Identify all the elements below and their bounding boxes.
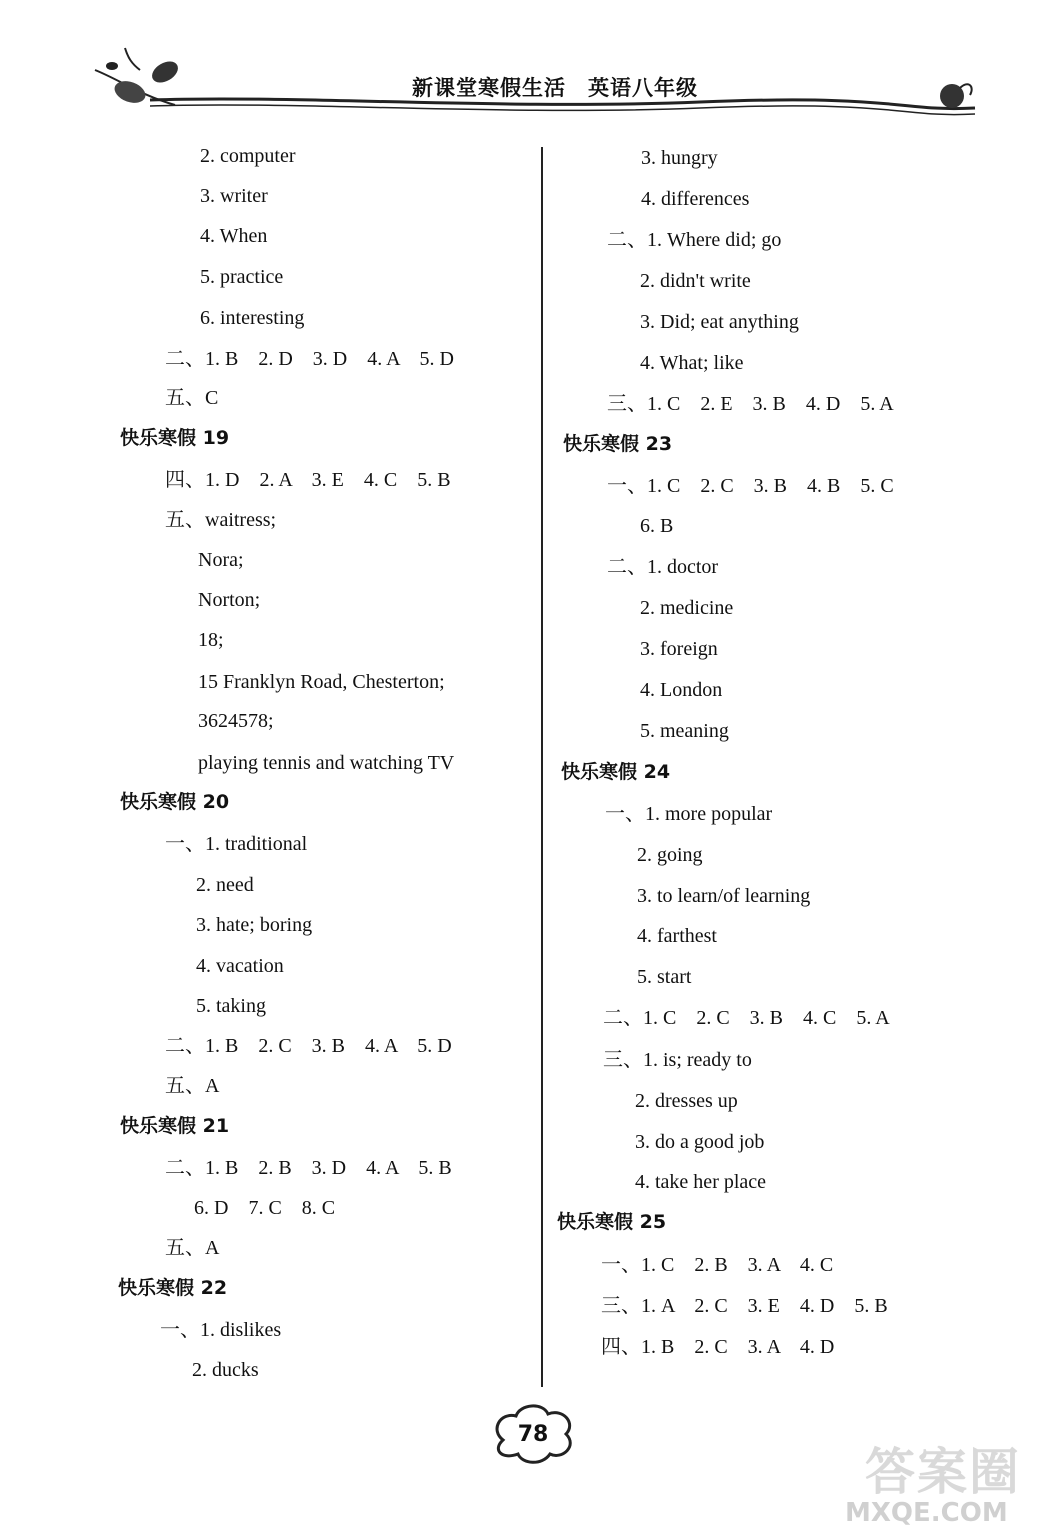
answer-line: 5. meaning <box>640 720 729 742</box>
answer-line: 3. hungry <box>641 147 718 169</box>
column-divider <box>541 147 543 1387</box>
answer-line: 3. foreign <box>640 638 718 660</box>
answer-line: 2. ducks <box>192 1359 259 1381</box>
watermark-chinese: 答案圈 <box>865 1443 1021 1501</box>
section-heading: 快乐寒假 22 <box>118 1277 228 1299</box>
answer-line: 15 Franklyn Road, Chesterton; <box>198 671 445 693</box>
answer-line: 5. taking <box>196 995 266 1017</box>
answer-line: 2. going <box>637 844 703 866</box>
answer-line: 三、1. is; ready to <box>603 1049 752 1071</box>
answer-line: 二、1. doctor <box>607 556 719 578</box>
answer-line: 3. hate; boring <box>196 914 313 936</box>
page-title: 新课堂寒假生活 英语八年级 <box>412 76 698 100</box>
page-header <box>0 0 1038 140</box>
answer-line: 18; <box>198 629 224 651</box>
answer-line: 一、1. dislikes <box>160 1319 282 1341</box>
answer-line: 4. What; like <box>640 352 744 374</box>
section-heading: 快乐寒假 23 <box>563 433 673 455</box>
answer-line: 二、1. B 2. C 3. B 4. A 5. D <box>165 1035 452 1057</box>
answer-line: 5. start <box>637 966 692 988</box>
answer-line: 五、A <box>165 1075 220 1097</box>
section-heading: 快乐寒假 21 <box>120 1115 230 1137</box>
answer-line: 2. medicine <box>640 597 734 619</box>
answer-line: 一、1. C 2. B 3. A 4. C <box>601 1254 834 1276</box>
answer-line: 3. writer <box>200 185 268 207</box>
answer-line: 三、1. A 2. C 3. E 4. D 5. B <box>601 1295 888 1317</box>
section-heading: 快乐寒假 24 <box>561 761 671 783</box>
answer-line: 3. Did; eat anything <box>640 311 799 333</box>
answer-line: 4. take her place <box>635 1171 767 1193</box>
answer-line: 4. farthest <box>637 925 717 947</box>
answer-line: 一、1. more popular <box>605 803 773 825</box>
answer-line: 6. D 7. C 8. C <box>194 1197 336 1219</box>
vine-ornament-icon <box>0 0 1038 140</box>
answer-line: playing tennis and watching TV <box>198 752 455 774</box>
watermark-domain: MXQE.COM <box>845 1498 1008 1528</box>
answer-line: 二、1. B 2. D 3. D 4. A 5. D <box>165 348 454 370</box>
answer-line: 3. to learn/of learning <box>637 885 811 907</box>
section-heading: 快乐寒假 25 <box>557 1211 667 1233</box>
answer-line: 二、1. B 2. B 3. D 4. A 5. B <box>165 1157 452 1179</box>
answer-line: 五、A <box>165 1237 220 1259</box>
answer-line: 一、1. C 2. C 3. B 4. B 5. C <box>607 475 894 497</box>
answer-line: 二、1. C 2. C 3. B 4. C 5. A <box>603 1007 890 1029</box>
answer-line: 4. vacation <box>196 955 284 977</box>
answer-line: 五、waitress; <box>165 509 277 531</box>
page-number: 78 <box>517 1422 549 1447</box>
answer-line: 五、C <box>165 387 219 409</box>
section-heading: 快乐寒假 20 <box>120 791 230 813</box>
answer-line: 2. need <box>196 874 254 896</box>
answer-line: 一、1. traditional <box>165 833 308 855</box>
watermark <box>845 1430 1035 1530</box>
answer-line: 4. differences <box>641 188 750 210</box>
section-heading: 快乐寒假 19 <box>120 427 230 449</box>
answer-line: 2. dresses up <box>635 1090 738 1112</box>
answer-line: 4. When <box>200 225 268 247</box>
answer-line: 4. London <box>640 679 723 701</box>
answer-line: 6. B <box>640 515 674 537</box>
answer-line: 2. computer <box>200 145 296 167</box>
answer-line: 四、1. B 2. C 3. A 4. D <box>601 1336 835 1358</box>
answer-line: 5. practice <box>200 266 284 288</box>
answer-line: Nora; <box>198 549 244 571</box>
answer-line: 三、1. C 2. E 3. B 4. D 5. A <box>607 393 894 415</box>
answer-line: 3624578; <box>198 710 274 732</box>
answer-line: 2. didn't write <box>640 270 751 292</box>
answer-line: 3. do a good job <box>635 1131 765 1153</box>
answer-line: Norton; <box>198 589 261 611</box>
answer-line: 四、1. D 2. A 3. E 4. C 5. B <box>165 469 451 491</box>
answer-line: 二、1. Where did; go <box>607 229 782 251</box>
page-number-badge <box>488 1400 578 1466</box>
answer-line: 6. interesting <box>200 307 305 329</box>
